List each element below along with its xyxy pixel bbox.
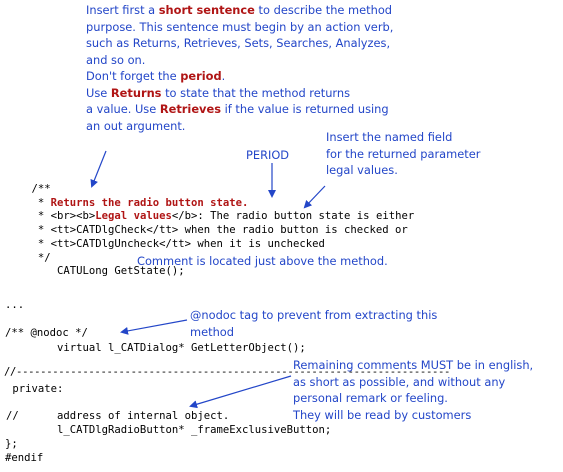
text-fragment: if the value is returned using: [220, 102, 389, 116]
period-label: PERIOD: [246, 148, 290, 162]
text-fragment: and so on.: [86, 52, 146, 67]
code-member-decl: l_CATDlgRadioButton* _frameExclusiveButton;: [6, 424, 332, 436]
highlighted-text: Returns: [110, 85, 162, 100]
arrow-to-nodoc: [122, 320, 187, 332]
note-line: as short as possible, and without any: [293, 374, 506, 389]
code-endif: #endif: [5, 452, 44, 464]
highlighted-text: Returns the radio button state.: [50, 196, 249, 209]
code-separator: //------------------------------------------------------------------------: [4, 366, 451, 378]
text-fragment: purpose. This sentence must begin by an action verb,: [86, 19, 394, 34]
highlighted-text: period: [180, 69, 222, 83]
note-line: @nodoc tag to prevent from extracting this: [190, 308, 438, 322]
text-fragment: an out argument.: [86, 118, 186, 133]
code-nodoc-comment: /** @nodoc */: [5, 327, 88, 339]
text-fragment: *: [6, 196, 51, 209]
arrow-to-returns: [92, 151, 106, 186]
arrow-to-address: [191, 376, 291, 406]
note-line: Remaining comments MUST be in english,: [293, 358, 534, 372]
highlighted-text: Retrieves: [159, 102, 221, 116]
text-fragment: to describe the method: [254, 3, 393, 17]
text-fragment: CATULong GetState();: [6, 265, 185, 278]
text-fragment: to state that the method returns: [161, 85, 351, 100]
text-fragment: Don't forget the: [86, 69, 181, 83]
text-fragment: * <br><b>: [6, 210, 96, 223]
highlighted-text: short sentence: [158, 3, 255, 17]
text-fragment: such as Returns, Retrieves, Sets, Searches, Analyzes,: [86, 36, 391, 50]
highlighted-text: Legal values: [95, 210, 172, 223]
text-fragment: a value. Use: [86, 102, 160, 116]
note-line: method: [190, 324, 234, 339]
note-line: for the returned parameter: [326, 146, 481, 161]
above-method-note: Comment is located just above the method.: [137, 254, 388, 268]
text-fragment: </b>: The radio button state is either: [171, 210, 415, 223]
note-line: They will be read by customers: [293, 407, 472, 422]
text-fragment: Insert first a: [86, 3, 159, 17]
text-fragment: Use: [86, 85, 111, 100]
code-private: private:: [6, 383, 64, 395]
text-fragment: * <tt>CATDlgUncheck</tt> when it is unchecked: [6, 237, 325, 250]
note-line: legal values.: [326, 163, 398, 177]
note-line: Insert the named field: [326, 130, 453, 144]
code-virtual-getletter: virtual l_CATDialog* GetLetterObject();: [6, 342, 306, 354]
note-line: personal remark or feeling.: [293, 391, 448, 405]
text-fragment: */: [6, 251, 51, 264]
text-fragment: /**: [6, 183, 51, 195]
text-fragment: * <tt>CATDlgCheck</tt> when the radio button is checked or: [6, 224, 408, 237]
code-address-comment: // address of internal object.: [6, 410, 230, 422]
code-close-brace: };: [5, 438, 18, 450]
code-ellipsis: ...: [5, 299, 25, 311]
arrow-to-legal-values: [305, 186, 325, 207]
text-fragment: .: [221, 69, 226, 83]
